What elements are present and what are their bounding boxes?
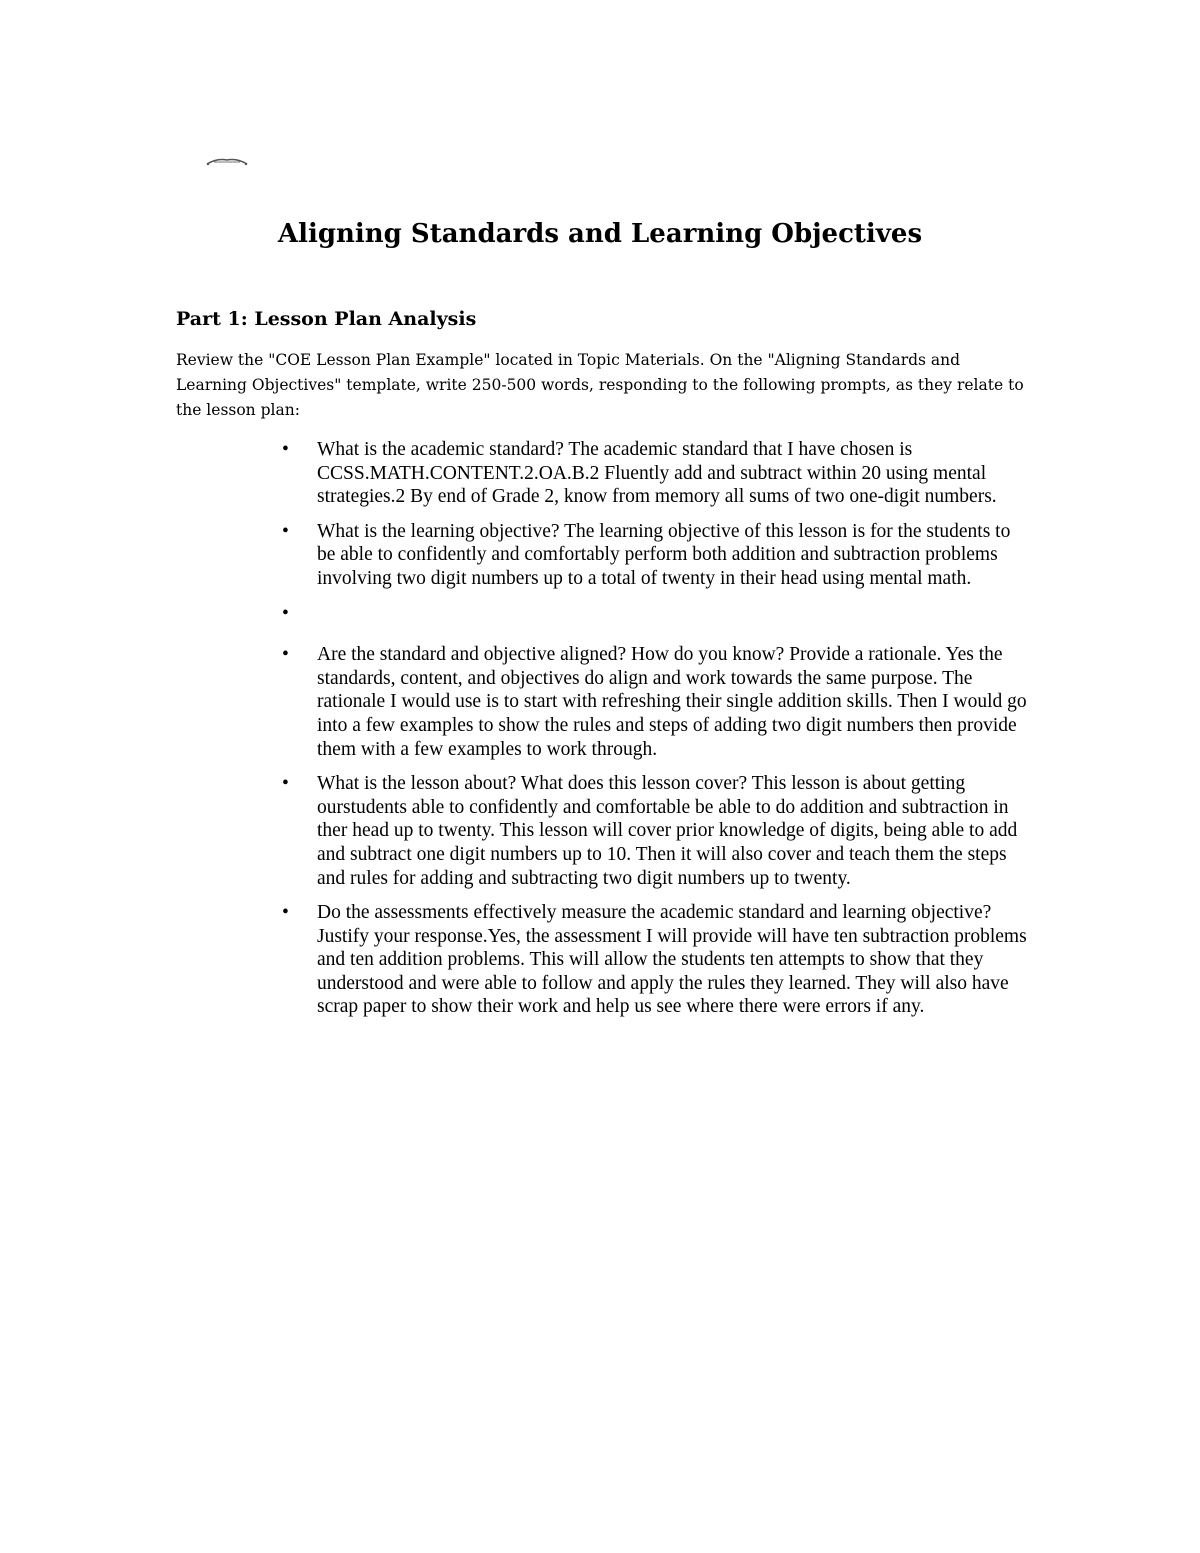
- bullet-icon: •: [282, 520, 289, 542]
- prompt-text: What is the learning objective? The learning objective of this lesson is for the students to be able to confidently and comfortably perform both addition and subtraction problems involving two digit numbers up to a total of twenty in their head using mental math.: [317, 520, 1011, 589]
- list-item: [282, 520, 1032, 591]
- list-item: [282, 438, 1032, 509]
- part-heading: Part 1: Lesson Plan Analysis: [176, 308, 477, 330]
- list-item: [282, 772, 1032, 890]
- prompt-list: [282, 438, 1032, 1030]
- bullet-icon: •: [282, 902, 289, 924]
- list-item: [282, 901, 1032, 1019]
- bullet-icon: •: [282, 439, 289, 460]
- prompt-text: What is the lesson about? What does this lesson cover? This lesson is about getting ourstudents able to confidently and comfortable be able to do addition and subtraction in ther head up to twenty. This lesson will cover prior knowledge of digits, being able to add and subtract one digit numbers up to 10. Then it will also cover and teach them the steps and rules for adding and subtracting two digit numbers up to twenty.: [317, 773, 1018, 889]
- logo-icon: [205, 155, 249, 169]
- bullet-icon: •: [282, 602, 289, 624]
- list-item: [282, 602, 1032, 626]
- prompt-text: Do the assessments effectively measure the academic standard and learning objective? Justify your response.Yes, the assessment I will provide will have ten subtraction problems and ten addition problems. This will allow the students ten attempts to show that they understood and were able to follow and apply the rules they learned. They will also have scrap paper to show their work and help us see where there were errors if any.: [317, 902, 1027, 1018]
- prompt-text: Are the standard and objective aligned? How do you know? Provide a rationale. Yes the standards, content, and objectives do align and work towards the same purpose. The rationale I would use is to start with refreshing their single addition skills. Then I would go into a few examples to show the rules and steps of adding two digit numbers then provide them with a few examples to work through.: [317, 644, 1027, 760]
- list-item: [282, 643, 1032, 761]
- document-title: Aligning Standards and Learning Objectives: [277, 219, 923, 249]
- intro-paragraph: Review the "COE Lesson Plan Example" located in Topic Materials. On the "Aligning Standards and Learning Objectives" template, write 250-500 words, responding to the following prompts, as they relate to the lesson plan:: [176, 351, 1024, 419]
- prompt-text: What is the academic standard? The academic standard that I have chosen is CCSS.MATH.CONTENT.2.OA.B.2 Fluently add and subtract within 20 using mental strategies.2 By end of Grade 2, know from memory all sums of two one-digit numbers.: [317, 439, 997, 508]
- bullet-icon: •: [282, 644, 289, 666]
- bullet-icon: •: [282, 773, 289, 795]
